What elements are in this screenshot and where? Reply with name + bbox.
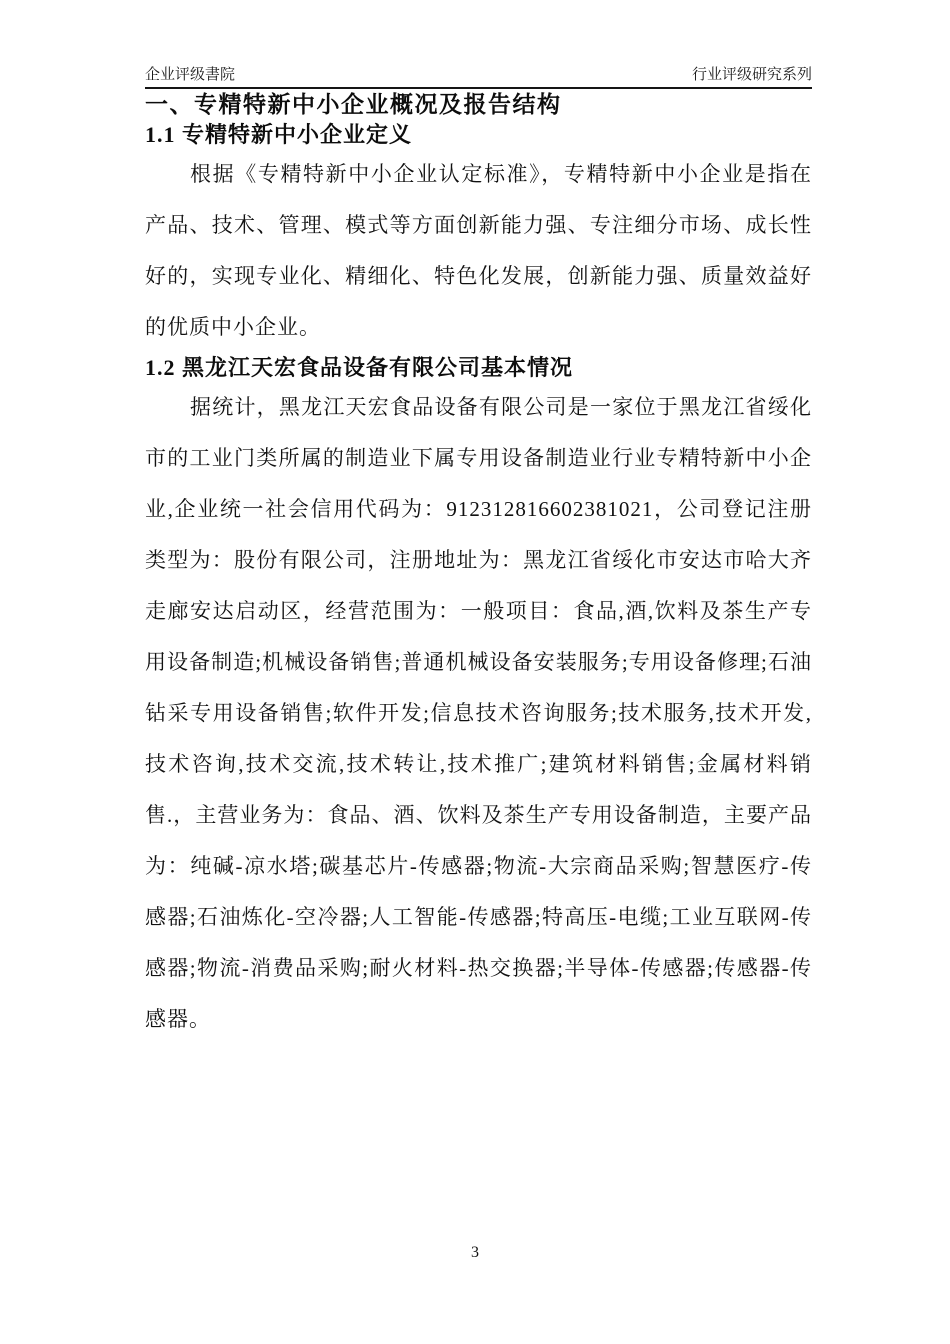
subsection-1-2-paragraph: 据统计，黑龙江天宏食品设备有限公司是一家位于黑龙江省绥化市的工业门类所属的制造业下属专用设备制造业行业专精特新中小企业,企业统一社会信用代码为：912312816602381021，公司登记注册类型为：股份有限公司，注册地址为：黑龙江省绥化市安达市哈大齐走廊安达启动区，经营范围为：一般项目：食品,酒,饮料及茶生产专用设备制造;机械设备销售;普通机械设备安装服务;专用设备修理;石油钻采专用设备销售;软件开发;信息技术咨询服务;技术服务,技术开发,技术咨询,技术交流,技术转让,技术推广;建筑材料销售;金属材料销售.，主营业务为：食品、酒、饮料及茶生产专用设备制造，主要产品为：纯碱-凉水塔;碳基芯片-传感器;物流-大宗商品采购;智慧医疗-传感器;石油炼化-空冷器;人工智能-传感器;特高压-电缆;工业互联网-传感器;物流-消费品采购;耐火材料-热交换器;半导体-传感器;传感器-传感器。 (145, 395, 812, 1031)
subsection-1-1-paragraph: 根据《专精特新中小企业认定标准》，专精特新中小企业是指在产品、技术、管理、模式等方面创新能力强、专注细分市场、成长性好的，实现专业化、精细化、特色化发展，创新能力强、质量效益好的优质中小企业。 (145, 162, 812, 339)
header-left-text: 企业评级書院 (145, 66, 236, 83)
document-body (145, 90, 812, 1045)
page-footer (0, 1244, 950, 1262)
subsection-1-1-heading: 1.1 专精特新中小企业定义 (145, 122, 413, 147)
page-header (145, 58, 812, 84)
section-title: 一、专精特新中小企业概况及报告结构 (145, 92, 562, 117)
header-right-text: 行业评级研究系列 (691, 66, 812, 83)
header-divider (145, 87, 812, 89)
subsection-1-2-heading: 1.2 黑龙江天宏食品设备有限公司基本情况 (145, 355, 574, 380)
page-number: 3 (471, 1244, 479, 1261)
